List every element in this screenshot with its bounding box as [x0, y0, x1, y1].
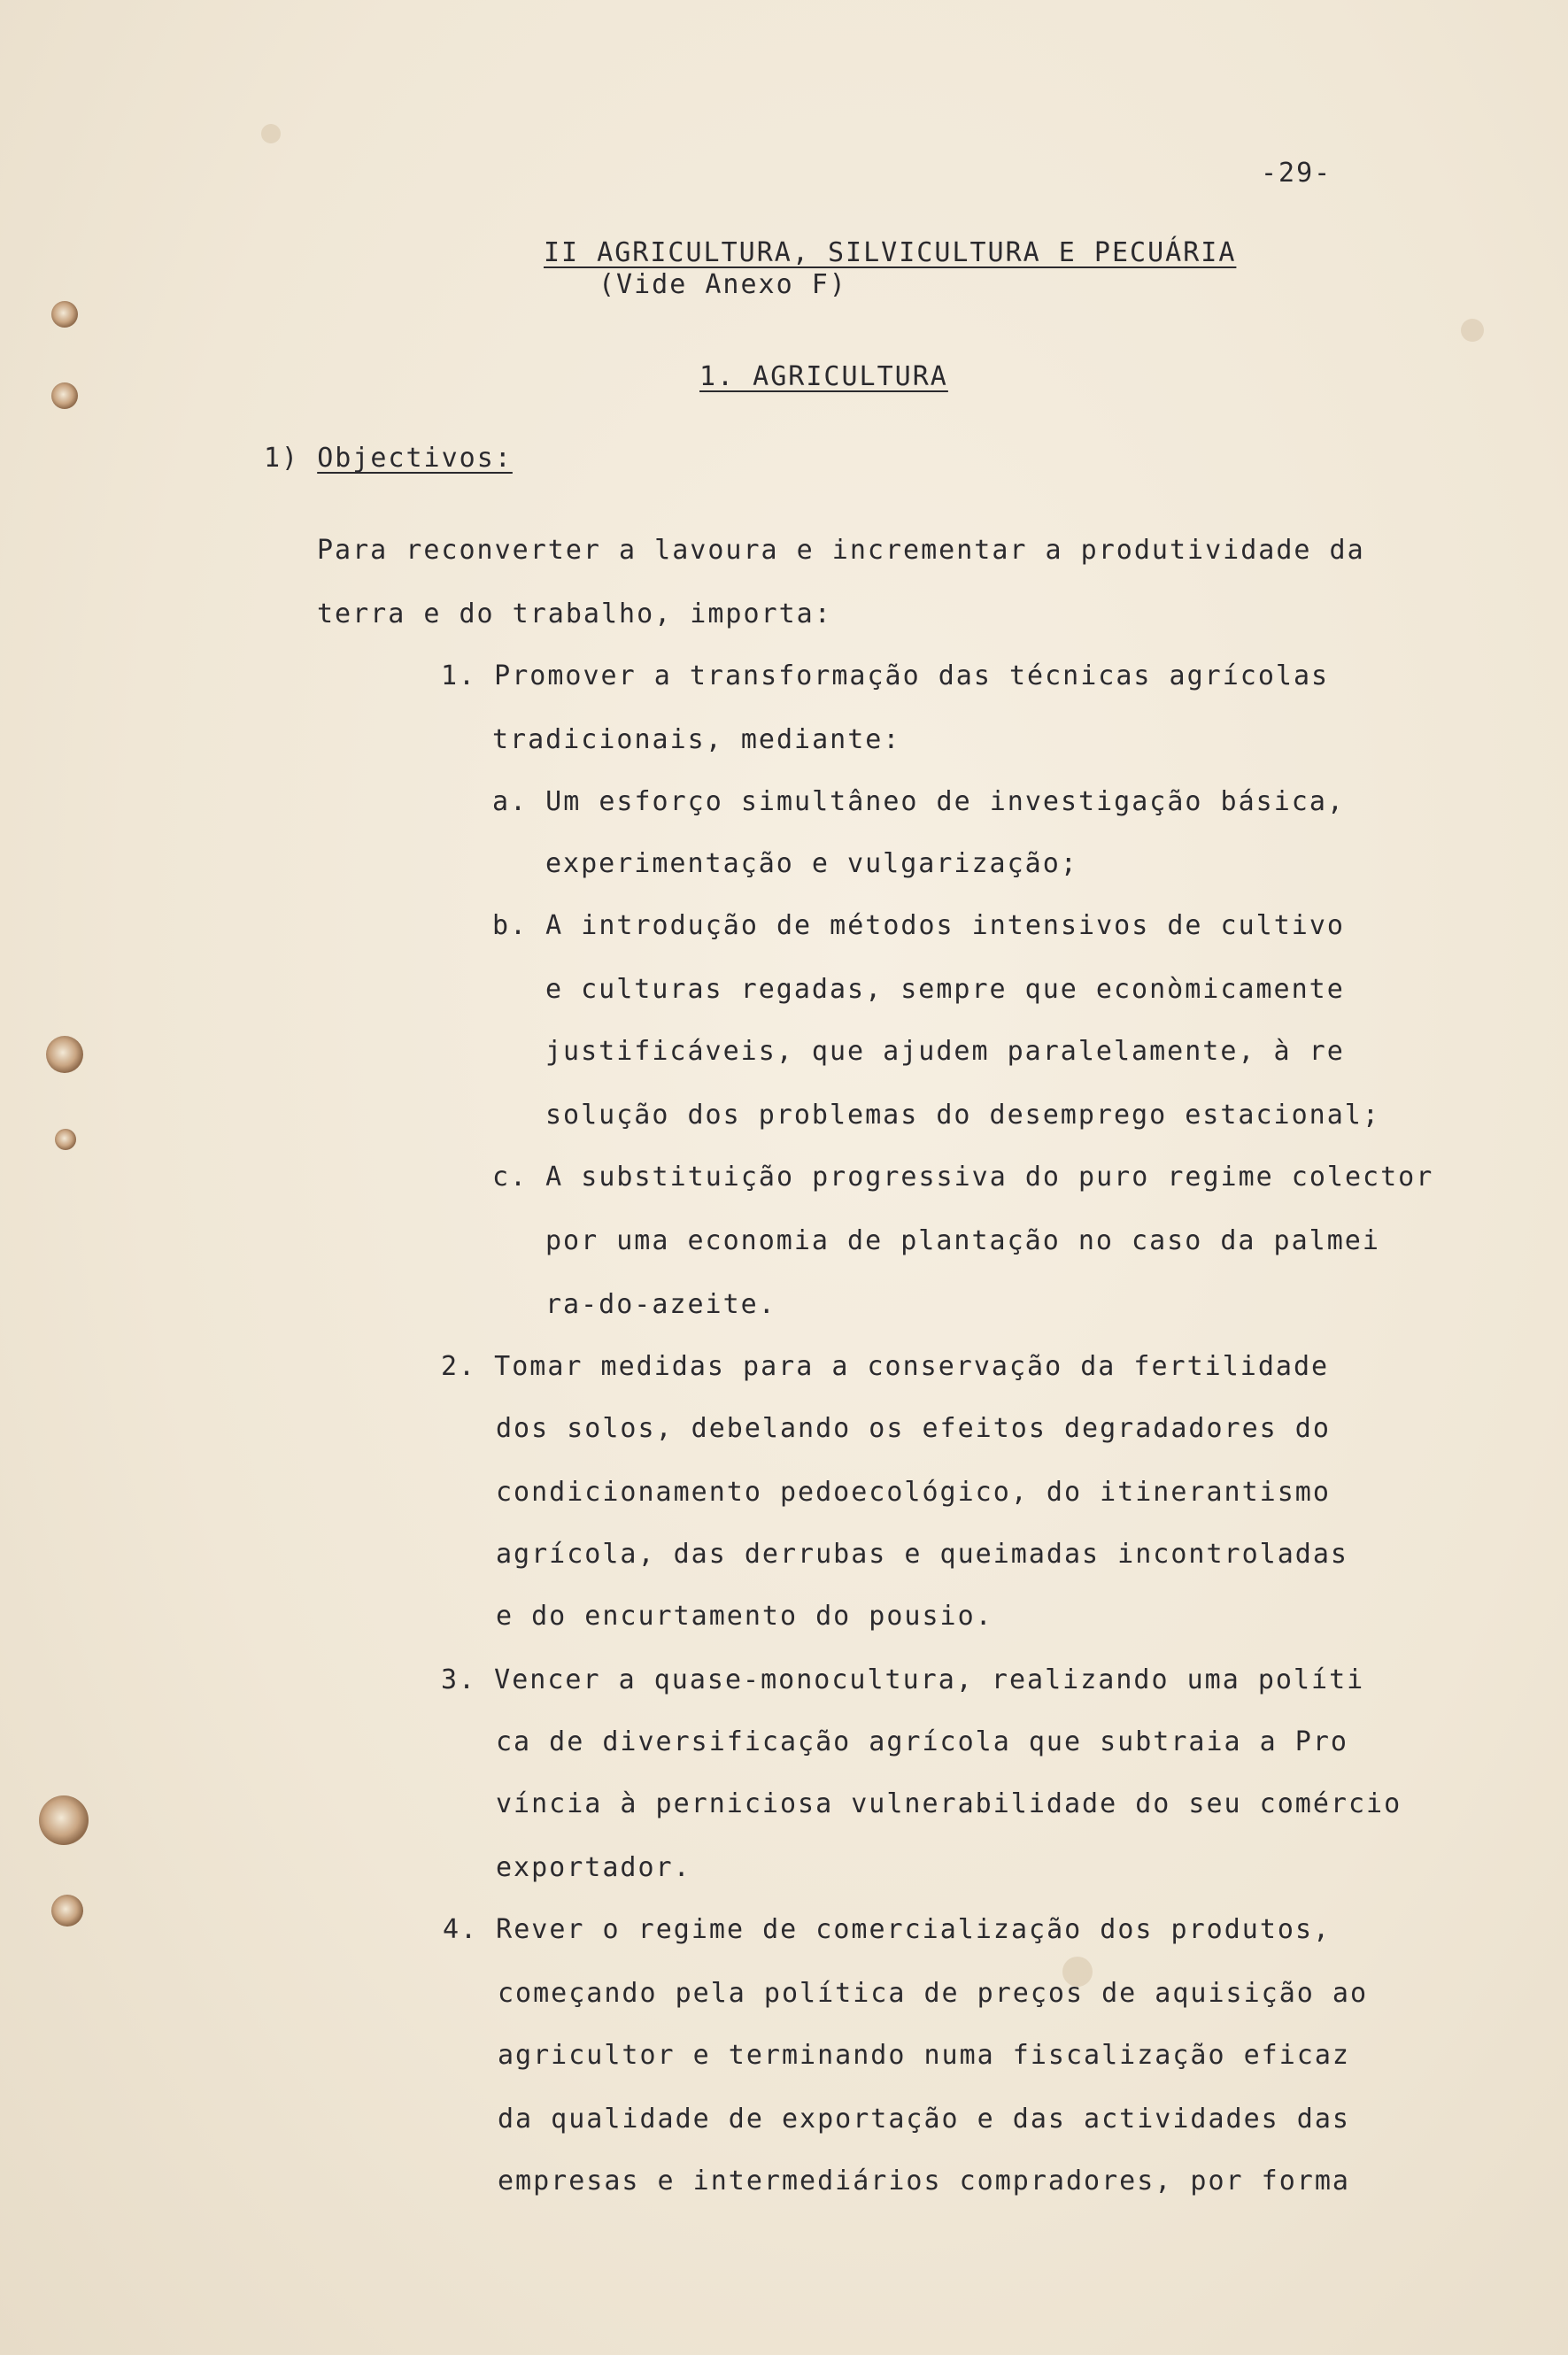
- body-line: agricultor e terminando numa fiscalização eficaz: [498, 2040, 1350, 2071]
- body-line: 1. Promover a transformação das técnicas agrícolas: [441, 660, 1330, 691]
- section-subtitle: (Vide Anexo F): [599, 269, 847, 300]
- body-line: e do encurtamento do pousio.: [496, 1601, 993, 1632]
- body-line: condicionamento pedoecológico, do itinerantismo: [496, 1477, 1331, 1508]
- punch-hole: [51, 1895, 83, 1926]
- body-line: começando pela política de preços de aquisição ao: [498, 1978, 1369, 2009]
- body-line: ca de diversificação agrícola que subtraia a Pro: [496, 1726, 1348, 1757]
- punch-hole: [55, 1129, 76, 1150]
- body-line: ra-do-azeite.: [545, 1289, 776, 1320]
- body-line: da qualidade de exportação e das actividades das: [498, 2104, 1350, 2135]
- page-number: -29-: [1261, 158, 1332, 189]
- body-line: víncia à perniciosa vulnerabilidade do seu comércio: [496, 1788, 1402, 1819]
- body-line: por uma economia de plantação no caso da palmei: [545, 1225, 1380, 1256]
- subsection-title-text: 1. AGRICULTURA: [699, 361, 948, 392]
- heading-number: 1): [264, 443, 300, 474]
- body-line: b. A introdução de métodos intensivos de cultivo: [492, 910, 1345, 941]
- body-line: 4. Rever o regime de comercialização dos produtos,: [443, 1914, 1332, 1945]
- body-line: solução dos problemas do desemprego estacional;: [545, 1100, 1380, 1131]
- body-line: empresas e intermediários compradores, por forma: [498, 2166, 1350, 2197]
- body-line: a. Um esforço simultâneo de investigação básica,: [492, 786, 1345, 817]
- punch-hole: [51, 301, 78, 328]
- objectives-heading: [264, 443, 513, 475]
- punch-hole: [39, 1795, 89, 1845]
- punch-hole: [51, 382, 78, 409]
- subsection-title: [699, 361, 948, 393]
- body-line: c. A substituição progressiva do puro regime colector: [492, 1162, 1434, 1193]
- body-line: terra e do trabalho, importa:: [317, 598, 832, 629]
- paper-speck: [261, 124, 281, 143]
- body-line: 2. Tomar medidas para a conservação da fertilidade: [441, 1351, 1330, 1382]
- body-line: dos solos, debelando os efeitos degradadores do: [496, 1413, 1331, 1444]
- body-line: Para reconverter a lavoura e incrementar a produtividade da: [317, 535, 1365, 566]
- punch-hole: [46, 1036, 83, 1073]
- paper-speck: [1461, 319, 1484, 342]
- section-title-text: II AGRICULTURA, SILVICULTURA E PECUÁRIA: [544, 237, 1237, 268]
- body-line: 3. Vencer a quase-monocultura, realizando uma políti: [441, 1664, 1365, 1695]
- heading-label: Objectivos:: [317, 443, 513, 474]
- body-line: e culturas regadas, sempre que econòmicamente: [545, 974, 1345, 1005]
- body-line: justificáveis, que ajudem paralelamente, à re: [545, 1036, 1345, 1067]
- section-title: [544, 237, 1236, 269]
- body-line: tradicionais, mediante:: [492, 724, 901, 755]
- body-line: experimentação e vulgarização;: [545, 848, 1078, 879]
- body-line: exportador.: [496, 1852, 691, 1883]
- body-line: agrícola, das derrubas e queimadas incontroladas: [496, 1539, 1348, 1570]
